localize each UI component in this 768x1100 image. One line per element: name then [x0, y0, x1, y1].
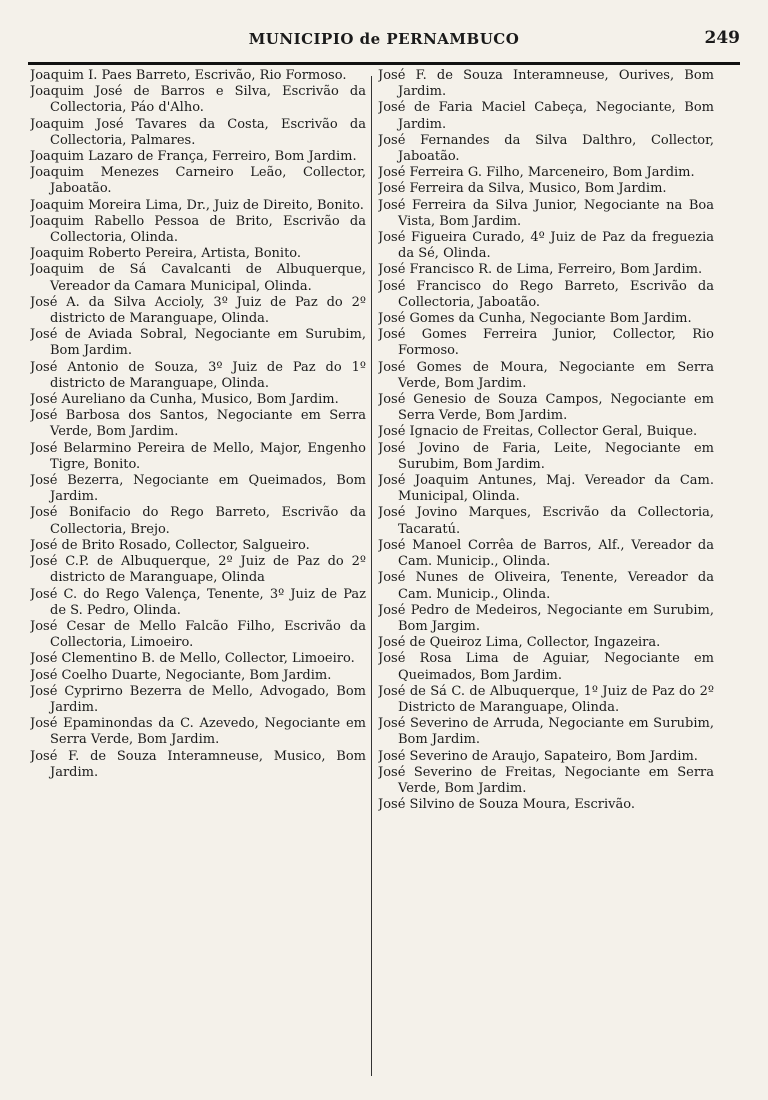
directory-entry: José Ignacio de Freitas, Collector Geral, Buique.: [378, 424, 698, 440]
directory-entry: José F. de Souza Interamneuse, Musico, Bom Jardim.: [30, 748, 366, 780]
page-title: MUNICIPIO de PERNAMBUCO: [248, 30, 520, 48]
directory-entry: José Antonio de Souza, 3º Juiz de Paz do 1º districto de Maranguape, Olinda.: [30, 359, 366, 391]
directory-entry: José Barbosa dos Santos, Negociante em Serra Verde, Bom Jardim.: [30, 408, 366, 440]
directory-entry: José de Aviada Sobral, Negociante em Surubim, Bom Jardim.: [30, 327, 366, 359]
directory-entry: José Cesar de Mello Falcão Filho, Escrivão da Collectoria, Limoeiro.: [30, 618, 366, 651]
directory-entry: José Gomes da Cunha, Negociante Bom Jardim.: [378, 311, 692, 327]
directory-entry: Joaquim de Sá Cavalcanti de Albuquerque, Vereador da Camara Municipal, Olinda.: [30, 262, 366, 294]
directory-entry: José Rosa Lima de Aguiar, Negociante em Queimados, Bom Jardim.: [378, 651, 714, 683]
directory-entry: Joaquim José de Barros e Silva, Escrivão da Collectoria, Páo d'Alho.: [30, 84, 366, 116]
directory-entry: José Bonifacio do Rego Barreto, Escrivão da Collectoria, Brejo.: [30, 505, 366, 537]
directory-entry: Joaquim I. Paes Barreto, Escrivão, Rio Formoso.: [30, 68, 347, 83]
directory-entry: José Silvino de Souza Moura, Escrivão.: [378, 797, 635, 813]
directory-entry: Joaquim Menezes Carneiro Leão, Collector, Jaboatão.: [30, 165, 366, 197]
left-column: [30, 68, 366, 1078]
directory-entry: José Severino de Freitas, Negociante em Serra Verde, Bom Jardim.: [378, 764, 714, 796]
directory-entry: José C.P. de Albuquerque, 2º Juiz de Paz do 2º districto de Maranguape, Olinda: [30, 554, 366, 586]
directory-entry: José Gomes Ferreira Junior, Collector, Rio Formoso.: [378, 327, 714, 359]
directory-entry: José Cyprirno Bezerra de Mello, Advogado, Bom Jardim.: [30, 683, 366, 715]
right-column: [378, 68, 714, 1078]
directory-entry: José Severino de Araujo, Sapateiro, Bom Jardim.: [378, 748, 698, 764]
directory-entry: José F. de Souza Interamneuse, Ourives, Bom Jardim.: [378, 68, 714, 100]
directory-entry: Joaquim Moreira Lima, Dr., Juiz de Direito, Bonito.: [30, 197, 364, 213]
directory-entry: Joaquim Roberto Pereira, Artista, Bonito.: [30, 246, 302, 262]
directory-entry: José de Queiroz Lima, Collector, Ingazeira.: [378, 635, 661, 651]
page-header: [28, 28, 740, 54]
directory-entry: José Severino de Arruda, Negociante em Surubim, Bom Jardim.: [378, 716, 714, 748]
directory-entry: José Epaminondas da C. Azevedo, Negociante em Serra Verde, Bom Jardim.: [30, 716, 366, 748]
directory-entry: José Aureliano da Cunha, Musico, Bom Jardim.: [30, 392, 339, 408]
directory-entry: José Jovino Marques, Escrivão da Collectoria, Tacaratú.: [378, 505, 714, 537]
column-divider: [371, 76, 372, 1076]
directory-entry: José Ferreira da Silva Junior, Negociante na Boa Vista, Bom Jardim.: [378, 197, 714, 229]
directory-entry: José Manoel Corrêa de Barros, Alf., Vereador da Cam. Municip., Olinda.: [378, 537, 714, 570]
directory-entry: José Gomes de Moura, Negociante em Serra Verde, Bom Jardim.: [378, 359, 714, 391]
directory-entry: José Figueira Curado, 4º Juiz de Paz da freguezia da Sé, Olinda.: [378, 230, 714, 262]
directory-entry: José C. do Rego Valença, Tenente, 3º Juiz de Paz de S. Pedro, Olinda.: [30, 586, 366, 618]
directory-entry: José de Brito Rosado, Collector, Salgueiro.: [30, 537, 310, 553]
directory-entry: José Coelho Duarte, Negociante, Bom Jardim.: [30, 667, 332, 683]
directory-entry: José Belarmino Pereira de Mello, Major, Engenho Tigre, Bonito.: [30, 440, 366, 472]
directory-entry: Joaquim Rabello Pessoa de Brito, Escrivão da Collectoria, Olinda.: [30, 213, 366, 246]
directory-entry: José Ferreira G. Filho, Marceneiro, Bom Jardim.: [378, 165, 695, 181]
header-rule: [28, 62, 740, 65]
directory-entry: José de Sá C. de Albuquerque, 1º Juiz de Paz do 2º Districto de Maranguape, Olinda.: [378, 683, 714, 715]
directory-entry: José Ferreira da Silva, Musico, Bom Jardim.: [378, 181, 667, 197]
page-number: 249: [704, 28, 740, 48]
directory-entry: José Genesio de Souza Campos, Negociante em Serra Verde, Bom Jardim.: [378, 392, 714, 424]
directory-entry: José Nunes de Oliveira, Tenente, Vereador da Cam. Municip., Olinda.: [378, 570, 714, 602]
directory-entry: Joaquim José Tavares da Costa, Escrivão da Collectoria, Palmares.: [30, 116, 366, 148]
directory-entry: José Fernandes da Silva Dalthro, Collector, Jaboatão.: [378, 132, 714, 165]
directory-entry: José Bezerra, Negociante em Queimados, Bom Jardim.: [30, 473, 366, 505]
directory-entry: José Pedro de Medeiros, Negociante em Surubim, Bom Jargim.: [378, 602, 714, 634]
directory-entry: José Francisco R. de Lima, Ferreiro, Bom Jardim.: [378, 262, 703, 278]
directory-entry: Joaquim Lazaro de França, Ferreiro, Bom Jardim.: [30, 149, 357, 165]
directory-entry: José A. da Silva Accioly, 3º Juiz de Paz do 2º districto de Maranguape, Olinda.: [30, 294, 366, 327]
directory-entry: José Joaquim Antunes, Maj. Vereador da Cam. Municipal, Olinda.: [378, 473, 714, 505]
directory-entry: José Jovino de Faria, Leite, Negociante em Surubim, Bom Jardim.: [378, 440, 714, 472]
directory-entry: José de Faria Maciel Cabeça, Negociante, Bom Jardim.: [378, 100, 714, 132]
directory-entry: José Francisco do Rego Barreto, Escrivão da Collectoria, Jaboatão.: [378, 278, 714, 310]
directory-entry: José Clementino B. de Mello, Collector, Limoeiro.: [30, 651, 355, 667]
directory-columns: [30, 68, 740, 1078]
